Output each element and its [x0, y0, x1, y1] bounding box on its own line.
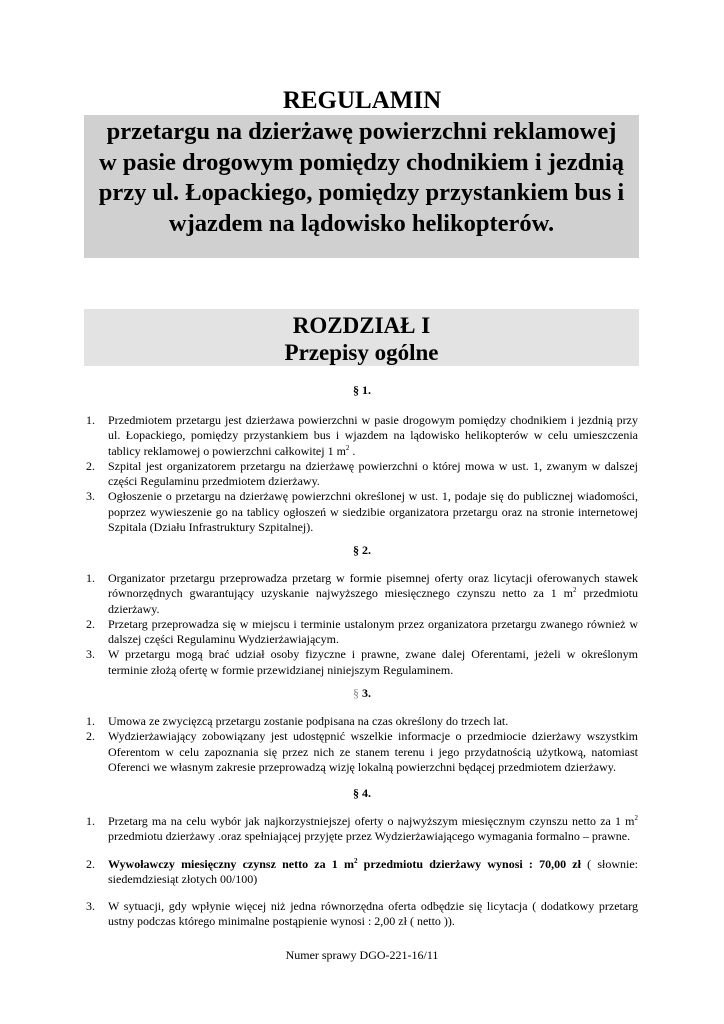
- subtitle-line: w pasie drogowym pomiędzy chodnikiem i jezdnią: [99, 148, 624, 176]
- section-heading: § 4.: [353, 786, 371, 800]
- list-item: 2. Wydzierżawiający zobowiązany jest udostępnić wszelkie informacje o przedmiocie dzierżawy wszystkim Oferentom w celu zapoznania się przez nich ze stanem terenu i jego przydatnością użytkową, natomiast Oferenci we własnym zakresie przeprowadzą wizję lokalną powierzchni będącej przedmiotem dzierżawy.: [86, 729, 638, 774]
- document-subtitle: [84, 115, 639, 258]
- list-item: 2. Wywoławczy miesięczny czynsz netto za 1 $m^2$ przedmiotu dzierżawy wynosi : 70,00 zł ( słownie: siedemdziesiąt złotych 00/100): [86, 856, 638, 886]
- list-item: 3. W przetargu mogą brać udział osoby fizyczne i prawne, zwane dalej Oferentami, jeżeli w określonym terminie złożą ofertę w formie przewidzianej niniejszym Regulaminem.: [86, 647, 638, 677]
- chapter-heading: [84, 309, 639, 366]
- subtitle-line: wjazdem na lądowisko helikopterów.: [168, 209, 555, 237]
- section-4-list: [86, 814, 638, 930]
- document-title: REGULAMIN: [282, 87, 442, 114]
- section-sign: §: [353, 686, 359, 700]
- chapter-title: ROZDZIAŁ I: [292, 313, 431, 338]
- list-item: 3. Ogłoszenie o przetargu na dzierżawę powierzchni określonej w ust. 1, podaje się do publicznej wiadomości, poprzez wywieszenie go na tablicy ogłoszeń w siedzibie organizatora przetargu oraz na stronie internetowej Szpitala (Działu Infrastruktury Szpitalnej).: [86, 489, 638, 535]
- section-1-list: [86, 413, 638, 535]
- subtitle-line: przy ul. Łopackiego, pomiędzy przystankiem bus i: [98, 179, 625, 206]
- list-item: 3. W sytuacji, gdy wpłynie więcej niż jedna równorzędna oferta odbędzie się licytacja ( dodatkowy przetarg ustny podczas którego minimalne postąpienie wynosi : 2,00 zł ( netto )).: [86, 899, 638, 929]
- section-2-list: [86, 571, 638, 678]
- list-item: 2. Przetarg przeprowadza się w miejscu i terminie ustalonym przez organizatora przetargu zwanego również w dalszej części Regulaminu Wydzierżawiającym.: [86, 616, 638, 647]
- section-heading: § 3.: [353, 686, 371, 700]
- list-item: 1. Organizator przetargu przeprowadza przetarg w formie pisemnej oferty oraz licytacji oferowanych stawek równorzędnych gwarantujący uzyskanie najwyższego miesięcznego czynszu netto za 1 $m^2$ przedmiotu dzierżawy.: [86, 571, 638, 616]
- list-item: 1. Przetarg ma na celu wybór jak najkorzystniejszej oferty o najwyższym miesięcznym czynszu netto za 1 $m^2$ przedmiotu dzierżawy .oraz spełniającej przyjęte przez Wydzierżawiającego wymagania formalno – prawne.: [86, 814, 638, 844]
- section-3-list: [86, 714, 638, 775]
- subtitle-line: przetargu na dzierżawę powierzchni reklamowej: [106, 118, 617, 145]
- section-heading: § 2.: [353, 543, 371, 557]
- list-item: 1. Umowa ze zwycięzcą przetargu zostanie podpisana na czas określony do trzech lat.: [86, 714, 509, 728]
- chapter-subtitle: Przepisy ogólne: [284, 340, 439, 365]
- case-number-footer: Numer sprawy DGO-221-16/11: [285, 948, 439, 962]
- list-item: 1. Przedmiotem przetargu jest dzierżawa powierzchni w pasie drogowym pomiędzy chodnikiem i jezdnią przy ul. Łopackiego, pomiędzy przystankiem bus i wjazdem na lądowisko helikopterów w celu umieszczenia tablicy reklamowej o powierzchni całkowitej 1 $m^2$ .: [86, 413, 638, 458]
- list-item: 2. Szpital jest organizatorem przetargu na dzierżawę powierzchni o której mowa w ust. 1, zwanym w dalszej części Regulaminu przedmiotem dzierżawy.: [86, 458, 638, 489]
- section-heading: § 1.: [353, 383, 371, 397]
